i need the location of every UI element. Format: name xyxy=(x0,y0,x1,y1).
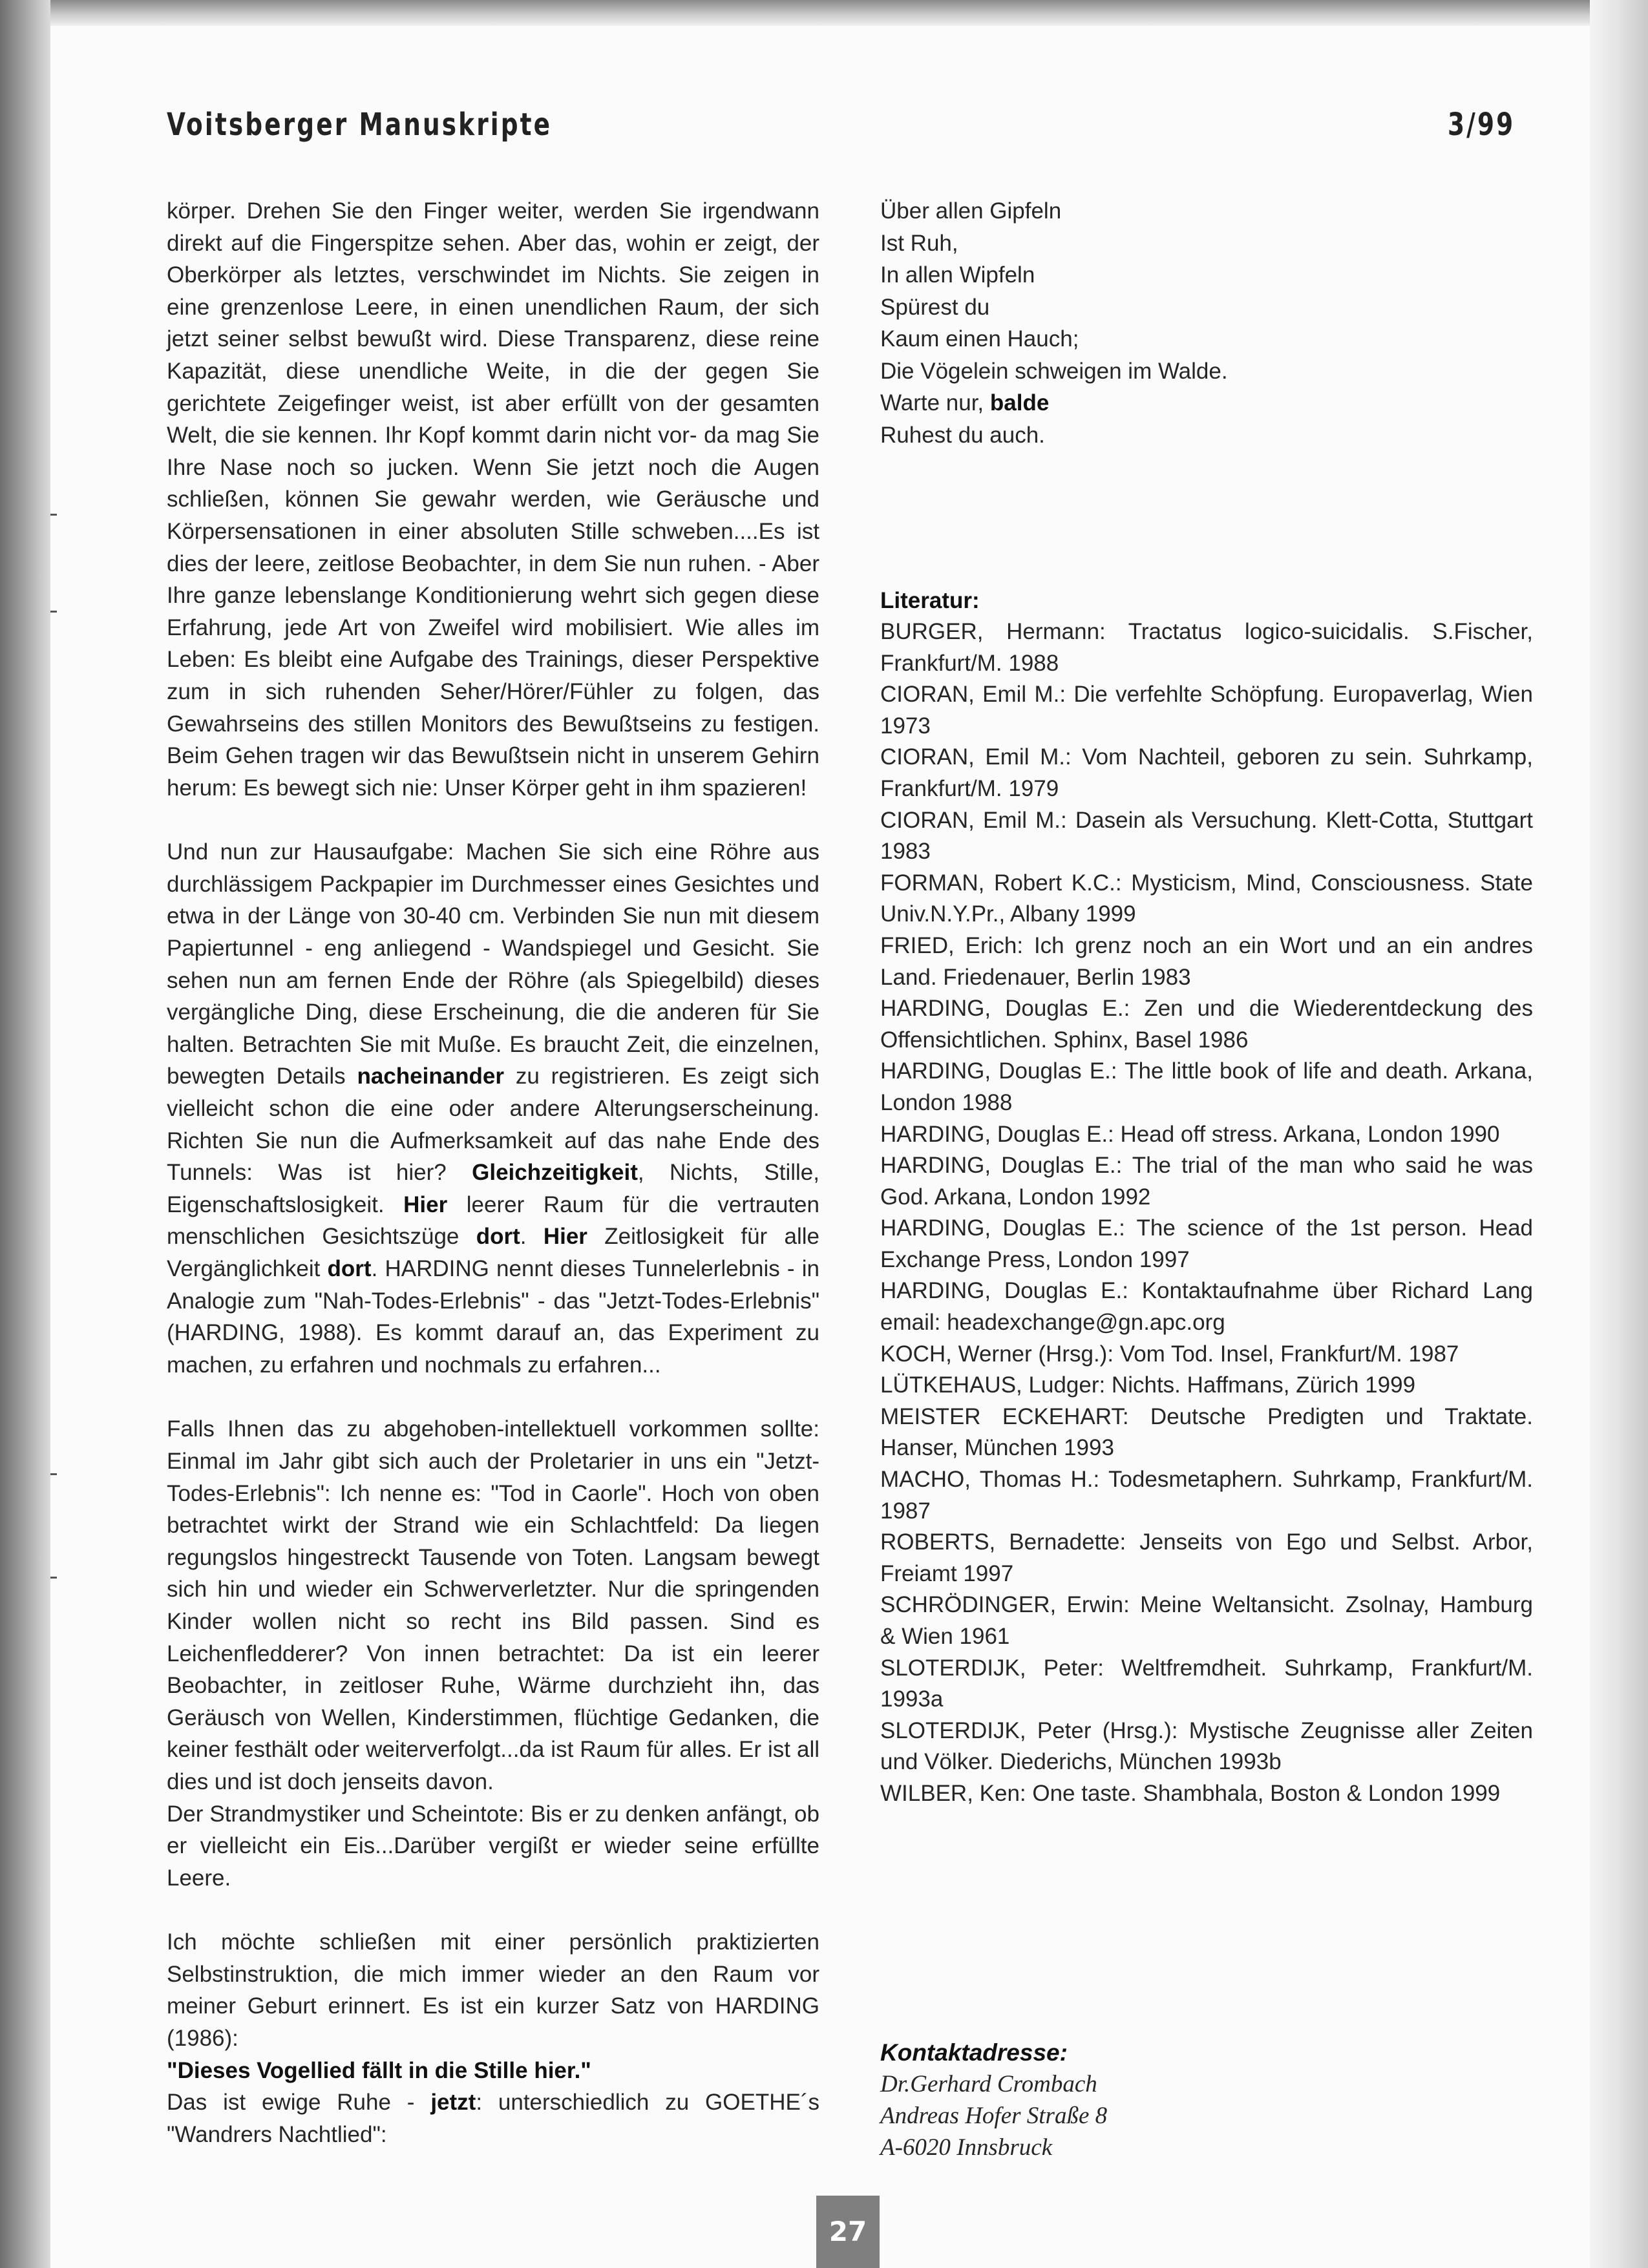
goethe-poem xyxy=(880,195,1462,451)
literature-entry: ROBERTS, Bernadette: Jenseits von Ego und Selbst. Arbor, Freiamt 1997 xyxy=(880,1529,1533,1586)
harding-quote: "Dieses Vogellied fällt in die Stille hier." xyxy=(167,2057,591,2083)
literature-entry: HARDING, Douglas E.: Zen und die Wiederentdeckung des Offensichtlichen. Sphinx, Basel 1986 xyxy=(880,996,1533,1053)
contact-city: A-6020 Innsbruck xyxy=(880,2134,1053,2161)
paragraph-strandmystiker: Der Strandmystiker und Scheintote: Bis er zu denken anfängt, ob er vielleicht ein Eis...Darüber vergißt er wieder seine erfüllte Leere. xyxy=(167,1801,819,1891)
literature-entry: HARDING, Douglas E.: The little book of life and death. Arkana, London 1988 xyxy=(880,1058,1533,1115)
literature-entry: FORMAN, Robert K.C.: Mysticism, Mind, Consciousness. State Univ.N.Y.Pr., Albany 1999 xyxy=(880,870,1533,927)
paragraph-closing: Ich möchte schließen mit einer persönlich praktizierten Selbstinstruktion, die mich immer wieder an den Raum vor meiner Geburt erinnert. Es ist ein kurzer Satz von HARDING (1986): "Dieses Vogellied fällt in die Stille hier." Das ist ewige Ruhe - jetzt: unterschiedlich zu GOETHE´s "Wandrers Nachtlied": xyxy=(167,1929,819,2147)
contact-street: Andreas Hofer Straße 8 xyxy=(880,2103,1108,2129)
issue-number: 3/99 xyxy=(1448,107,1516,143)
contact-heading: Kontaktadresse: xyxy=(880,2039,1068,2066)
literature-list xyxy=(880,616,1533,1810)
literature-heading: Literatur: xyxy=(880,588,980,613)
literature-entry: CIORAN, Emil M.: Vom Nachteil, geboren zu sein. Suhrkamp, Frankfurt/M. 1979 xyxy=(880,744,1533,801)
poem-line: In allen Wipfeln xyxy=(880,262,1035,288)
literature-entry: BURGER, Hermann: Tractatus logico-suicidalis. S.Fischer, Frankfurt/M. 1988 xyxy=(880,619,1533,676)
poem-line: Warte nur, balde xyxy=(880,390,1050,415)
literature-entry: HARDING, Douglas E.: The science of the 1st person. Head Exchange Press, London 1997 xyxy=(880,1215,1533,1272)
paragraph-homework: Und nun zur Hausaufgabe: Machen Sie sich eine Röhre aus durchlässigem Packpapier im Durchmesser eines Gesichtes und etwa in der Länge von 30-40 cm. Verbinden Sie nun mit diesem Papiertunnel - eng anliegend - Wandspiegel und Gesicht. Sie sehen nun am fernen Ende der Röhre (als Spiegelbild) dieses vergängliche Ding, diese Erscheinung, die die anderen für Sie halten. Betrachten Sie mit Muße. Es braucht Zeit, die einzelnen, bewegten Details nacheinander zu registrieren. Es zeigt sich vielleicht schon die eine oder andere Alterungserscheinung. Richten Sie nun die Aufmerksamkeit auf das nahe Ende des Tunnels: Was ist hier? Gleichzeitigkeit, Nichts, Stille, Eigenschaftslosigkeit. Hier leerer Raum für die vertrauten menschlichen Gesichtszüge dort. Hier Zeitlosigkeit für alle Vergänglichkeit dort. HARDING nennt dieses Tunnelerlebnis - in Analogie zum "Nah-Todes-Erlebnis" - das "Jetzt-Todes-Erlebnis" (HARDING, 1988). Es kommt darauf an, das Experiment zu machen, zu erfahren und nochmals zu erfahren... xyxy=(167,839,820,1378)
literature-entry: KOCH, Werner (Hrsg.): Vom Tod. Insel, Frankfurt/M. 1987 xyxy=(880,1341,1459,1367)
contact-address xyxy=(880,2037,1462,2163)
literature-entry: HARDING, Douglas E.: The trial of the man who said he was God. Arkana, London 1992 xyxy=(880,1153,1533,1210)
literature-entry: MEISTER ECKEHART: Deutsche Predigten und Traktate. Hanser, München 1993 xyxy=(880,1403,1533,1461)
poem-line: Über allen Gipfeln xyxy=(880,198,1062,224)
literature-entry: CIORAN, Emil M.: Dasein als Versuchung. Klett-Cotta, Stuttgart 1983 xyxy=(880,807,1533,865)
poem-line: Spürest du xyxy=(880,294,990,320)
binding-mark xyxy=(50,1473,57,1475)
literature-entry: SLOTERDIJK, Peter: Weltfremdheit. Suhrkamp, Frankfurt/M. 1993a xyxy=(880,1655,1533,1712)
literature-entry: HARDING, Douglas E.: Kontaktaufnahme über Richard Lang email: headexchange@gn.apc.org xyxy=(880,1278,1533,1336)
literature-entry: MACHO, Thomas H.: Todesmetaphern. Suhrkamp, Frankfurt/M. 1987 xyxy=(880,1467,1533,1524)
poem-line: Die Vögelein schweigen im Walde. xyxy=(880,358,1228,384)
literature-entry: SCHRÖDINGER, Erwin: Meine Weltansicht. Zsolnay, Hamburg & Wien 1961 xyxy=(880,1592,1533,1649)
literature-entry: WILBER, Ken: One taste. Shambhala, Boston & London 1999 xyxy=(880,1780,1501,1806)
paragraph-caorle: Falls Ihnen das zu abgehoben-intellektuell vorkommen sollte: Einmal im Jahr gibt sich auch der Proletarier in uns ein "Jetzt-Todes-Erlebnis": Ich nenne es: "Tod in Caorle". Hoch von oben betrachtet wirkt der Strand wie ein Schlachtfeld: Da liegen regungslos hingestreckt Tausende von Toten. Langsam bewegt sich hin und wieder ein Schwerverletzter. Nur die springenden Kinder wollen nicht so recht ins Bild passen. Sind es Leichenfledderer? Von innen betrachtet: Da ist ein leerer Beobachter, in zeitloser Ruhe, Wärme durchzieht ihn, das Geräusch von Wellen, Kinderstimmen, flüchtige Gedanken, die keiner festhält oder weiterverfolgt...da ist Raum für alles. Er ist all dies und ist doch jenseits davon. xyxy=(167,1416,819,1794)
poem-line: Kaum einen Hauch; xyxy=(880,326,1079,352)
left-column xyxy=(167,195,819,2150)
literature-entry: FRIED, Erich: Ich grenz noch an ein Wort und an ein andres Land. Friedenauer, Berlin 1983 xyxy=(880,932,1533,990)
binding-mark xyxy=(50,1577,57,1579)
literature-entry: LÜTKEHAUS, Ludger: Nichts. Haffmans, Zürich 1999 xyxy=(880,1372,1416,1398)
scan-right-edge xyxy=(1590,0,1648,2268)
literature-entry: HARDING, Douglas E.: Head off stress. Arkana, London 1990 xyxy=(880,1121,1500,1147)
binding-mark xyxy=(50,514,57,516)
contact-name: Dr.Gerhard Crombach xyxy=(880,2071,1097,2097)
scan-top-edge xyxy=(50,0,1648,26)
page-number: 27 xyxy=(816,2196,880,2268)
literature-entry: SLOTERDIJK, Peter (Hrsg.): Mystische Zeugnisse aller Zeiten und Völker. Diederichs, München 1993b xyxy=(880,1717,1533,1775)
journal-title: Voitsberger Manuskripte xyxy=(167,107,553,143)
binding-mark xyxy=(50,611,57,613)
poem-line: Ruhest du auch. xyxy=(880,422,1045,448)
literature-entry: CIORAN, Emil M.: Die verfehlte Schöpfung. Europaverlag, Wien 1973 xyxy=(880,682,1533,739)
poem-line: Ist Ruh, xyxy=(880,230,958,256)
paragraph: körper. Drehen Sie den Finger weiter, werden Sie irgendwann direkt auf die Fingerspitze sehen. Aber das, wohin er zeigt, der Oberkörper als letztes, verschwindet im Nichts. Sie zeigen in eine grenzenlose Leere, in einen unendlichen Raum, der sich jetzt seiner selbst bewußt wird. Diese Transparenz, diese reine Kapazität, diese unendliche Weite, in die der gegen Sie gerichtete Zeigefinger weist, ist aber erfüllt von der gesamten Welt, die sie kennen. Ihr Kopf kommt darin nicht vor- da mag Sie Ihre Nase noch so jucken. Wenn Sie jetzt noch die Augen schließen, können Sie gewahr werden, wie Geräusche und Körpersensationen in einer absoluten Stille schweben....Es ist dies der leere, zeitlose Beobachter, in dem Sie nun ruhen. - Aber Ihre ganze lebenslange Konditionierung wehrt sich gegen diese Erfahrung, jede Art von Zweifel wird mobilisiert. Wie alles im Leben: Es bleibt eine Aufgabe des Trainings, dieser Perspektive zum in sich ruhenden Seher/Hörer/Fühler zu folgen, das Gewahrseins des stillen Monitors des Bewußtseins zu festigen. Beim Gehen tragen wir das Bewußtsein nicht in unserem Gehirn herum: Es bewegt sich nie: Unser Körper geht in ihm spazieren! xyxy=(167,198,819,801)
scan-binding-edge xyxy=(0,0,50,2268)
